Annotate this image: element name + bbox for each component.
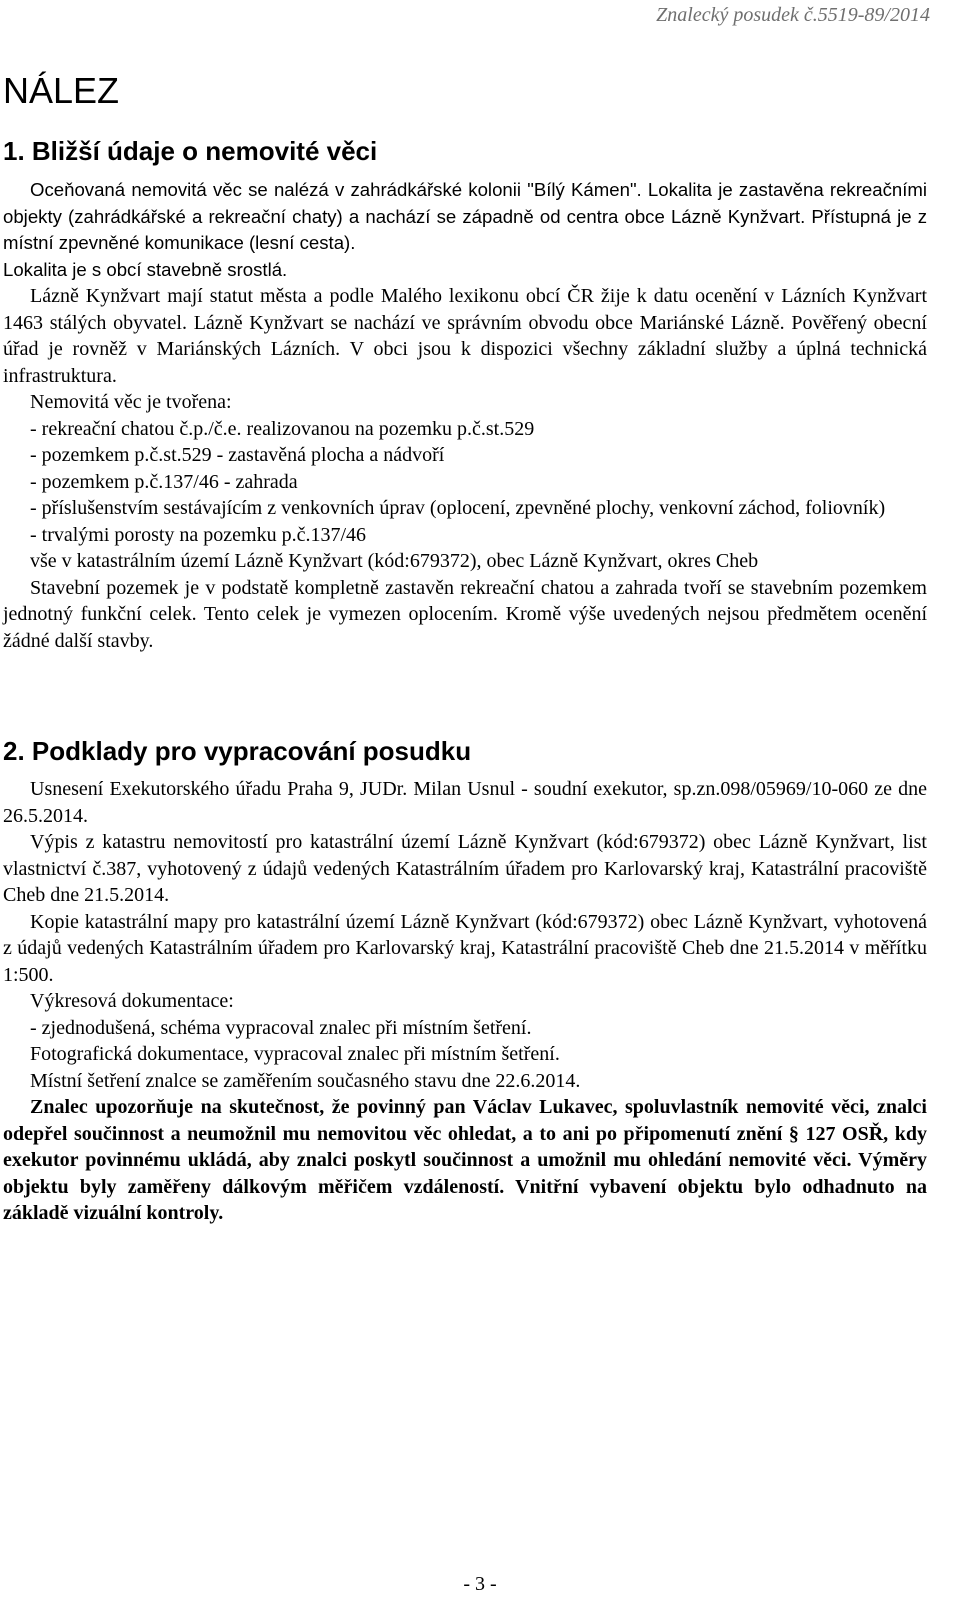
intro-paragraph: Oceňovaná nemovitá věc se nalézá v zahrádkářské kolonii "Bílý Kámen". Lokalita je zastavěna rekreačními objekty (zahrádkářské a rekreační chaty) a nachází se západně od centra obce Lázně Kynžvart. Přístupná je z místní zpevněné komunikace (lesní cesta). — [3, 179, 927, 253]
page-header: Znalecký posudek č.5519-89/2014 — [656, 4, 930, 26]
section-1-body — [3, 283, 927, 654]
body-paragraph: Kopie katastrální mapy pro katastrální území Lázně Kynžvart (kód:679372) obec Lázně Kynžvart, vyhotovená z údajů vedených Katastrálním úřadem pro Karlovarský kraj, Katastrální pracoviště Cheb dne 21.5.2014 v měřítku 1:500. — [3, 910, 927, 986]
section-2-body — [3, 776, 927, 1227]
list-item: - pozemkem p.č.137/46 - zahrada — [30, 470, 298, 493]
list-item: vše v katastrálním území Lázně Kynžvart (kód:679372), obec Lázně Kynžvart, okres Cheb — [30, 550, 759, 572]
body-paragraph: Lázně Kynžvart mají statut města a podle Malého lexikonu obcí ČR žije k datu ocenění v Lázních Kynžvart 1463 stálých obyvatel. Lázně Kynžvart se nachází ve správním obvodu obce Mariánské Lázně. Pověřený obecní úřad je rovněž v Mariánských Lázních. V obci jsou k dispozici všechny základní služby a úplná technická infrastruktura. — [3, 285, 927, 387]
list-item: - trvalými porosty na pozemku p.č.137/46 — [30, 523, 367, 546]
body-paragraph: Výpis z katastru nemovitostí pro katastrální území Lázně Kynžvart (kód:679372) obec Lázně Kynžvart, list vlastnictví č.387, vyhotovený z údajů vedených Katastrálním úřadem pro Karlovarský kraj, Katastrální pracoviště Cheb dne 21.5.2014. — [3, 831, 927, 906]
notice-paragraph: Znalec upozorňuje na skutečnost, že povinný pan Václav Lukavec, spoluvlastník nemovité věci, znalci odepřel součinnost a neumožnil mu nemovitou věc ohledat, a to ani po připomenutí znění § 127 OSŘ, kdy exekutor povinnému ukládá, aby znalci poskytl součinnost a umožnil mu ohledání nemovité věci. Výměry objektu byly zaměřeny dálkovým měřičem vzdáleností. Vnitřní vybavení objektu bylo odhadnuto na základě vizuální kontroly. — [3, 1096, 927, 1224]
section-1-intro — [3, 177, 927, 283]
body-paragraph: Usnesení Exekutorského úřadu Praha 9, JUDr. Milan Usnul - soudní exekutor, sp.zn.098/05969/10-060 ze dne 26.5.2014. — [3, 778, 927, 827]
main-title: NÁLEZ — [3, 70, 120, 111]
list-intro: Nemovitá věc je tvořena: — [30, 391, 232, 413]
list-item: - zjednodušená, schéma vypracoval znalec při místním šetření. — [30, 1016, 532, 1039]
intro-paragraph: Lokalita je s obcí stavebně srostlá. — [3, 258, 288, 280]
section-2-heading: 2. Podklady pro vypracování posudku — [3, 736, 472, 766]
body-paragraph: Fotografická dokumentace, vypracoval znalec při místním šetření. — [30, 1043, 560, 1065]
list-item: - pozemkem p.č.st.529 - zastavěná plocha a nádvoří — [30, 444, 445, 466]
list-item: - příslušenstvím sestávajícím z venkovních úprav (oplocení, zpevněné plochy, venkovní záchod, foliovník) — [30, 497, 886, 519]
body-paragraph: Stavební pozemek je v podstatě kompletně zastavěn rekreační chatou a zahrada tvoří se stavebním pozemkem jednotný funkční celek. Tento celek je vymezen oplocením. Kromě výše uvedených nejsou předmětem ocenění žádné další stavby. — [3, 576, 927, 652]
body-paragraph: Místní šetření znalce se zaměřením současného stavu dne 22.6.2014. — [30, 1069, 581, 1092]
list-item: - rekreační chatou č.p./č.e. realizovanou na pozemku p.č.st.529 — [30, 417, 535, 440]
page-number: - 3 - — [463, 1573, 497, 1595]
list-intro: Výkresová dokumentace: — [30, 990, 234, 1012]
section-1-heading: 1. Bližší údaje o nemovité věci — [3, 136, 378, 166]
